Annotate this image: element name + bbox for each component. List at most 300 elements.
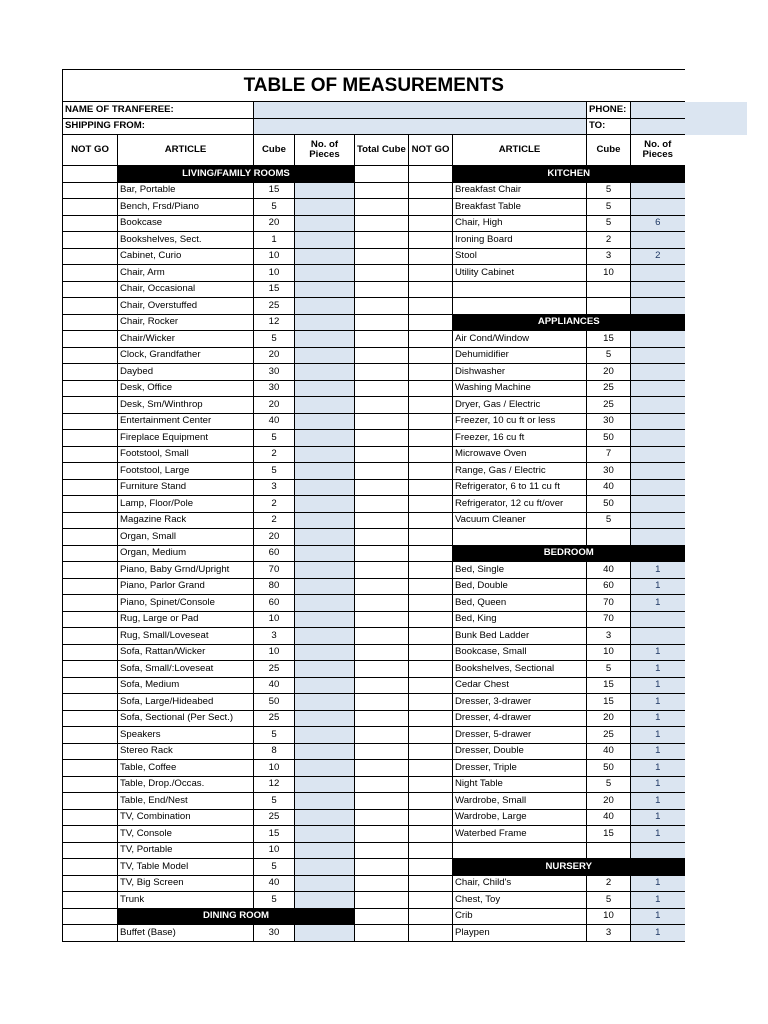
cube-value: 50 <box>254 694 295 711</box>
not-go-checkbox[interactable] <box>409 644 453 661</box>
not-go-checkbox[interactable] <box>63 298 118 315</box>
pieces-input[interactable] <box>631 496 685 513</box>
pieces-input[interactable] <box>295 776 355 793</box>
article-name: Speakers <box>118 727 254 744</box>
not-go-checkbox[interactable] <box>63 512 118 529</box>
not-go-checkbox[interactable] <box>409 397 453 414</box>
pieces-input[interactable] <box>295 529 355 546</box>
article-name: TV, Portable <box>118 842 254 859</box>
pieces-input[interactable]: 2 <box>631 248 685 265</box>
not-go-checkbox[interactable] <box>409 248 453 265</box>
not-go-checkbox[interactable] <box>409 743 453 760</box>
total-cube-cell <box>355 908 409 925</box>
article-name: Sofa, Sectional (Per Sect.) <box>118 710 254 727</box>
pieces-input[interactable]: 1 <box>631 875 685 892</box>
table-row <box>63 380 685 397</box>
not-go-checkbox[interactable] <box>63 595 118 612</box>
not-go-checkbox[interactable] <box>409 166 453 183</box>
not-go-checkbox[interactable] <box>409 578 453 595</box>
not-go-checkbox[interactable] <box>63 331 118 348</box>
pieces-input[interactable]: 1 <box>631 776 685 793</box>
not-go-checkbox[interactable] <box>63 562 118 579</box>
not-go-checkbox[interactable] <box>63 925 118 942</box>
article-name: Chair, Arm <box>118 265 254 282</box>
total-cube-cell <box>355 166 409 183</box>
table-row <box>63 875 685 892</box>
table-row <box>63 314 685 331</box>
pieces-input[interactable]: 1 <box>631 925 685 942</box>
article-name: Dresser, 4-drawer <box>453 710 587 727</box>
pieces-input[interactable]: 1 <box>631 677 685 694</box>
pieces-input[interactable] <box>295 875 355 892</box>
pieces-input[interactable] <box>295 677 355 694</box>
not-go-checkbox[interactable] <box>63 694 118 711</box>
article-name: Stereo Rack <box>118 743 254 760</box>
pieces-input[interactable] <box>631 512 685 529</box>
not-go-checkbox[interactable] <box>63 397 118 414</box>
not-go-checkbox[interactable] <box>63 380 118 397</box>
pieces-input[interactable] <box>631 479 685 496</box>
article-name: Chair/Wicker <box>118 331 254 348</box>
cube-value: 40 <box>254 413 295 430</box>
not-go-checkbox[interactable] <box>409 793 453 810</box>
article-name: Cabinet, Curio <box>118 248 254 265</box>
not-go-checkbox[interactable] <box>63 743 118 760</box>
pieces-input[interactable] <box>295 578 355 595</box>
article-name: Freezer, 10 cu ft or less <box>453 413 587 430</box>
not-go-checkbox[interactable] <box>63 265 118 282</box>
pieces-input[interactable]: 6 <box>631 215 685 232</box>
not-go-checkbox[interactable] <box>63 281 118 298</box>
table-row <box>63 578 685 595</box>
article-name: Sofa, Medium <box>118 677 254 694</box>
pieces-input[interactable] <box>295 413 355 430</box>
cube-value: 15 <box>587 694 631 711</box>
not-go-checkbox[interactable] <box>409 661 453 678</box>
table-row <box>63 595 685 612</box>
total-cube-cell <box>355 578 409 595</box>
article-name: Desk, Sm/Winthrop <box>118 397 254 414</box>
not-go-checkbox[interactable] <box>63 727 118 744</box>
pieces-input[interactable] <box>295 595 355 612</box>
not-go-checkbox[interactable] <box>409 199 453 216</box>
not-go-checkbox[interactable] <box>409 446 453 463</box>
not-go-checkbox[interactable] <box>63 578 118 595</box>
pieces-input[interactable] <box>295 842 355 859</box>
total-cube-cell <box>355 892 409 909</box>
cube-value <box>587 298 631 315</box>
table-row <box>63 446 685 463</box>
cube-value: 5 <box>587 199 631 216</box>
article-name: Magazine Rack <box>118 512 254 529</box>
not-go-checkbox[interactable] <box>63 232 118 249</box>
cube-value: 25 <box>254 710 295 727</box>
not-go-checkbox[interactable] <box>409 842 453 859</box>
cube-value: 30 <box>254 925 295 942</box>
table-row <box>63 694 685 711</box>
not-go-checkbox[interactable] <box>409 595 453 612</box>
pieces-input[interactable]: 1 <box>631 661 685 678</box>
not-go-checkbox[interactable] <box>409 925 453 942</box>
cube-value: 10 <box>254 248 295 265</box>
cube-value: 3 <box>254 628 295 645</box>
pieces-input[interactable] <box>631 364 685 381</box>
article-name: Bookshelves, Sectional <box>453 661 587 678</box>
not-go-checkbox[interactable] <box>63 644 118 661</box>
not-go-checkbox[interactable] <box>63 446 118 463</box>
article-name: Dehumidifier <box>453 347 587 364</box>
not-go-checkbox[interactable] <box>409 413 453 430</box>
not-go-checkbox[interactable] <box>409 562 453 579</box>
section-header: APPLIANCES <box>453 314 685 331</box>
table-row <box>63 364 685 381</box>
not-go-checkbox[interactable] <box>409 875 453 892</box>
pieces-input[interactable] <box>631 430 685 447</box>
pieces-input[interactable] <box>631 842 685 859</box>
pieces-input[interactable]: 1 <box>631 644 685 661</box>
table-row <box>63 413 685 430</box>
pieces-input[interactable] <box>631 298 685 315</box>
phone-input[interactable] <box>631 102 685 119</box>
not-go-checkbox[interactable] <box>63 314 118 331</box>
pieces-input[interactable] <box>631 182 685 199</box>
not-go-checkbox[interactable] <box>63 908 118 925</box>
pieces-input[interactable] <box>295 215 355 232</box>
pieces-input[interactable] <box>295 512 355 529</box>
article-name: Breakfast Table <box>453 199 587 216</box>
pieces-input[interactable]: 1 <box>631 727 685 744</box>
pieces-input[interactable] <box>295 809 355 826</box>
pieces-input[interactable] <box>631 265 685 282</box>
article-name: Microwave Oven <box>453 446 587 463</box>
pieces-input[interactable] <box>295 727 355 744</box>
pieces-input[interactable] <box>295 562 355 579</box>
not-go-checkbox[interactable] <box>409 545 453 562</box>
not-go-checkbox[interactable] <box>63 496 118 513</box>
pieces-input[interactable] <box>631 380 685 397</box>
pieces-input[interactable] <box>295 347 355 364</box>
total-cube-cell <box>355 380 409 397</box>
transferee-input[interactable] <box>254 102 587 119</box>
transferee-label: NAME OF TRANFEREE: <box>63 102 254 119</box>
cube-value: 40 <box>587 562 631 579</box>
total-cube-cell <box>355 479 409 496</box>
not-go-checkbox[interactable] <box>63 760 118 777</box>
not-go-checkbox[interactable] <box>409 430 453 447</box>
not-go-checkbox[interactable] <box>63 677 118 694</box>
to-label: TO: <box>587 118 631 135</box>
pieces-input[interactable] <box>295 826 355 843</box>
not-go-checkbox[interactable] <box>63 413 118 430</box>
article-name: Refrigerator, 12 cu ft/over <box>453 496 587 513</box>
pieces-input[interactable]: 1 <box>631 892 685 909</box>
total-cube-cell <box>355 826 409 843</box>
pieces-input[interactable] <box>631 232 685 249</box>
not-go-checkbox[interactable] <box>63 364 118 381</box>
pieces-input[interactable] <box>631 611 685 628</box>
cube-value <box>587 529 631 546</box>
pieces-input[interactable] <box>295 281 355 298</box>
pieces-input[interactable] <box>295 463 355 480</box>
not-go-checkbox[interactable] <box>409 628 453 645</box>
header-article-right: ARTICLE <box>453 135 587 166</box>
not-go-checkbox[interactable] <box>63 892 118 909</box>
not-go-checkbox[interactable] <box>63 661 118 678</box>
pieces-input[interactable] <box>295 182 355 199</box>
table-row <box>63 215 685 232</box>
pieces-input[interactable] <box>295 446 355 463</box>
cube-value: 20 <box>587 364 631 381</box>
table-row <box>63 727 685 744</box>
article-name: Wardrobe, Small <box>453 793 587 810</box>
section-header: KITCHEN <box>453 166 685 183</box>
measurements-table <box>62 69 685 942</box>
cube-value: 30 <box>587 413 631 430</box>
article-name: Chair, Occasional <box>118 281 254 298</box>
pieces-input[interactable]: 1 <box>631 743 685 760</box>
not-go-checkbox[interactable] <box>63 859 118 876</box>
article-name <box>453 529 587 546</box>
pieces-input[interactable] <box>295 397 355 414</box>
article-name: Rug, Large or Pad <box>118 611 254 628</box>
pieces-input[interactable] <box>631 463 685 480</box>
pieces-input[interactable] <box>295 661 355 678</box>
not-go-checkbox[interactable] <box>409 611 453 628</box>
not-go-checkbox[interactable] <box>409 479 453 496</box>
not-go-checkbox[interactable] <box>409 298 453 315</box>
pieces-input[interactable]: 1 <box>631 562 685 579</box>
article-name: Utility Cabinet <box>453 265 587 282</box>
not-go-checkbox[interactable] <box>409 215 453 232</box>
article-name: Buffet (Base) <box>118 925 254 942</box>
cube-value: 15 <box>254 182 295 199</box>
article-name: TV, Big Screen <box>118 875 254 892</box>
pieces-input[interactable]: 1 <box>631 908 685 925</box>
not-go-checkbox[interactable] <box>409 776 453 793</box>
pieces-input[interactable]: 1 <box>631 710 685 727</box>
not-go-checkbox[interactable] <box>409 512 453 529</box>
cube-value: 40 <box>254 875 295 892</box>
pieces-input[interactable] <box>631 331 685 348</box>
total-cube-cell <box>355 727 409 744</box>
pieces-input[interactable] <box>295 644 355 661</box>
total-cube-cell <box>355 710 409 727</box>
pieces-input[interactable] <box>295 479 355 496</box>
not-go-checkbox[interactable] <box>63 776 118 793</box>
cube-value: 60 <box>587 578 631 595</box>
pieces-input[interactable]: 1 <box>631 793 685 810</box>
pieces-input[interactable]: 1 <box>631 578 685 595</box>
table-row <box>63 677 685 694</box>
pieces-input[interactable] <box>631 281 685 298</box>
table-row <box>63 265 685 282</box>
not-go-checkbox[interactable] <box>409 908 453 925</box>
article-name: Table, End/Nest <box>118 793 254 810</box>
not-go-checkbox[interactable] <box>409 347 453 364</box>
not-go-checkbox[interactable] <box>409 364 453 381</box>
article-name: TV, Table Model <box>118 859 254 876</box>
table-row <box>63 512 685 529</box>
pieces-input[interactable]: 1 <box>631 595 685 612</box>
table-row <box>63 661 685 678</box>
not-go-checkbox[interactable] <box>409 314 453 331</box>
not-go-checkbox[interactable] <box>409 232 453 249</box>
cube-value: 20 <box>254 529 295 546</box>
not-go-checkbox[interactable] <box>63 430 118 447</box>
not-go-checkbox[interactable] <box>63 793 118 810</box>
cube-value: 50 <box>587 430 631 447</box>
not-go-checkbox[interactable] <box>63 182 118 199</box>
pieces-input[interactable]: 1 <box>631 809 685 826</box>
pieces-input[interactable] <box>295 925 355 942</box>
pieces-input[interactable] <box>295 793 355 810</box>
cube-value: 5 <box>254 859 295 876</box>
pieces-input[interactable] <box>295 380 355 397</box>
not-go-checkbox[interactable] <box>63 479 118 496</box>
total-cube-cell <box>355 644 409 661</box>
total-cube-cell <box>355 595 409 612</box>
not-go-checkbox[interactable] <box>63 215 118 232</box>
not-go-checkbox[interactable] <box>409 331 453 348</box>
not-go-checkbox[interactable] <box>63 463 118 480</box>
pieces-input[interactable] <box>295 232 355 249</box>
table-row <box>63 166 685 183</box>
article-name: Table, Coffee <box>118 760 254 777</box>
pieces-input[interactable] <box>295 694 355 711</box>
total-cube-cell <box>355 793 409 810</box>
not-go-checkbox[interactable] <box>409 826 453 843</box>
pieces-input[interactable]: 1 <box>631 760 685 777</box>
not-go-checkbox[interactable] <box>409 710 453 727</box>
pieces-input[interactable] <box>295 331 355 348</box>
pieces-input[interactable] <box>295 496 355 513</box>
header-pieces-right: No. of Pieces <box>631 135 685 166</box>
not-go-checkbox[interactable] <box>409 380 453 397</box>
not-go-checkbox[interactable] <box>409 892 453 909</box>
not-go-checkbox[interactable] <box>409 809 453 826</box>
total-cube-cell <box>355 925 409 942</box>
cube-value: 10 <box>587 908 631 925</box>
cube-value: 5 <box>254 199 295 216</box>
table-row <box>63 182 685 199</box>
cube-value: 5 <box>587 661 631 678</box>
not-go-checkbox[interactable] <box>409 529 453 546</box>
cube-value: 40 <box>254 677 295 694</box>
pieces-input[interactable] <box>295 265 355 282</box>
pieces-input[interactable] <box>295 430 355 447</box>
pieces-input[interactable] <box>295 710 355 727</box>
to-input[interactable] <box>631 118 685 135</box>
not-go-checkbox[interactable] <box>63 875 118 892</box>
article-name: TV, Combination <box>118 809 254 826</box>
table-row <box>63 331 685 348</box>
not-go-checkbox[interactable] <box>63 347 118 364</box>
pieces-input[interactable] <box>295 760 355 777</box>
pieces-input[interactable] <box>631 347 685 364</box>
not-go-checkbox[interactable] <box>409 859 453 876</box>
not-go-checkbox[interactable] <box>63 248 118 265</box>
shipping-from-input[interactable] <box>254 118 587 135</box>
not-go-checkbox[interactable] <box>63 628 118 645</box>
article-name: Cedar Chest <box>453 677 587 694</box>
article-name: Bed, Double <box>453 578 587 595</box>
not-go-checkbox[interactable] <box>409 694 453 711</box>
cube-value: 25 <box>254 661 295 678</box>
pieces-input[interactable]: 1 <box>631 826 685 843</box>
pieces-input[interactable] <box>631 413 685 430</box>
not-go-checkbox[interactable] <box>63 809 118 826</box>
cube-value: 10 <box>254 760 295 777</box>
pieces-input[interactable] <box>631 446 685 463</box>
pieces-input[interactable] <box>295 859 355 876</box>
not-go-checkbox[interactable] <box>63 842 118 859</box>
not-go-checkbox[interactable] <box>409 727 453 744</box>
article-name: Stool <box>453 248 587 265</box>
cube-value: 70 <box>587 611 631 628</box>
not-go-checkbox[interactable] <box>409 463 453 480</box>
article-name: Footstool, Large <box>118 463 254 480</box>
page-title: TABLE OF MEASUREMENTS <box>63 70 685 102</box>
not-go-checkbox[interactable] <box>63 710 118 727</box>
pieces-input[interactable] <box>631 529 685 546</box>
cube-value: 5 <box>254 463 295 480</box>
pieces-input[interactable] <box>295 892 355 909</box>
not-go-checkbox[interactable] <box>409 496 453 513</box>
not-go-checkbox[interactable] <box>409 281 453 298</box>
not-go-checkbox[interactable] <box>63 826 118 843</box>
pieces-input[interactable] <box>295 743 355 760</box>
not-go-checkbox[interactable] <box>409 265 453 282</box>
total-cube-cell <box>355 232 409 249</box>
pieces-input[interactable] <box>631 397 685 414</box>
not-go-checkbox[interactable] <box>63 166 118 183</box>
pieces-input[interactable] <box>631 199 685 216</box>
article-name: Waterbed Frame <box>453 826 587 843</box>
article-name: Entertainment Center <box>118 413 254 430</box>
cube-value: 10 <box>587 644 631 661</box>
pieces-input[interactable]: 1 <box>631 694 685 711</box>
article-name: Chair, Rocker <box>118 314 254 331</box>
pieces-input[interactable] <box>295 298 355 315</box>
header-cube-right: Cube <box>587 135 631 166</box>
not-go-checkbox[interactable] <box>63 529 118 546</box>
pieces-input[interactable] <box>295 611 355 628</box>
not-go-checkbox[interactable] <box>409 760 453 777</box>
cube-value: 10 <box>587 265 631 282</box>
table-row <box>63 826 685 843</box>
phone-input-overflow[interactable] <box>685 102 747 135</box>
not-go-checkbox[interactable] <box>409 182 453 199</box>
pieces-input[interactable] <box>631 628 685 645</box>
total-cube-cell <box>355 694 409 711</box>
total-cube-cell <box>355 347 409 364</box>
pieces-input[interactable] <box>295 314 355 331</box>
cube-value: 5 <box>254 793 295 810</box>
pieces-input[interactable] <box>295 248 355 265</box>
pieces-input[interactable] <box>295 364 355 381</box>
table-row <box>63 611 685 628</box>
not-go-checkbox[interactable] <box>409 677 453 694</box>
not-go-checkbox[interactable] <box>63 199 118 216</box>
pieces-input[interactable] <box>295 545 355 562</box>
table-row <box>63 529 685 546</box>
pieces-input[interactable] <box>295 199 355 216</box>
article-name: Crib <box>453 908 587 925</box>
not-go-checkbox[interactable] <box>63 611 118 628</box>
total-cube-cell <box>355 743 409 760</box>
not-go-checkbox[interactable] <box>63 545 118 562</box>
pieces-input[interactable] <box>295 628 355 645</box>
